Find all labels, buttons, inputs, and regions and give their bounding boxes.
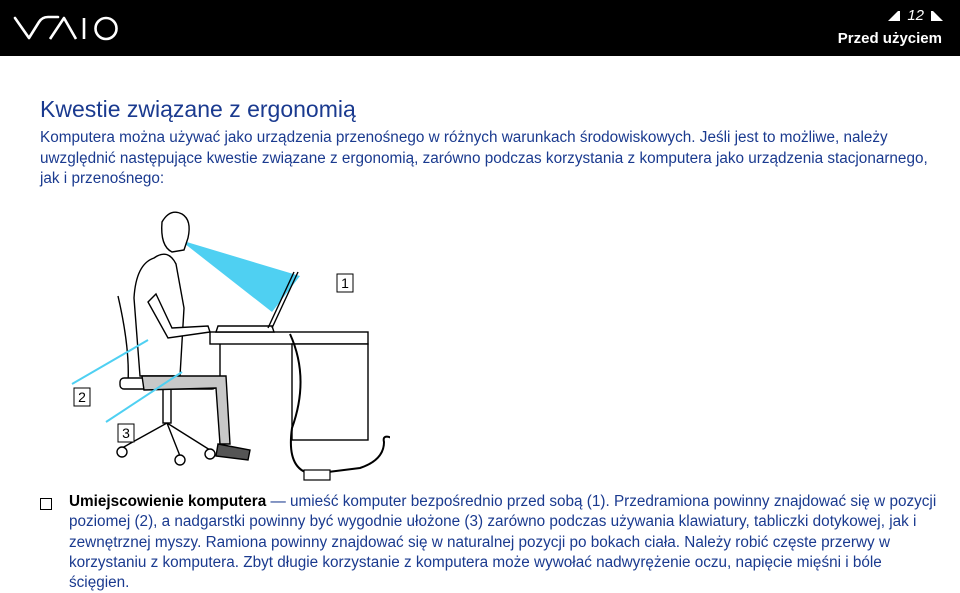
header-bar <box>0 0 960 56</box>
desk <box>210 332 368 448</box>
bullet-description: umieść komputer bezpośrednio przed sobą (1). Przedramiona powinny znajdować się w pozycji poziomej (2), a nadgarstki powinny być wygodnie ułożone (3) zarówno podczas używania klawiatury, tabliczki dotykowej, jak i zewnętrznej myszy. Ramiona powinny znajdować się w naturalnej pozycji po bokach ciała. Należy robić częste przerwy w korzystaniu z komputera. Zbyt długie korzystanie z komputera może wywołać nadwyrężenie oczu, napięcie mięśni i bóle ścięgien. <box>69 493 937 592</box>
callout-label-3 <box>118 424 134 442</box>
vaio-logo <box>12 12 122 44</box>
svg-text:3: 3 <box>122 425 130 441</box>
intro-paragraph: Komputera można używać jako urządzenia przenośnego w różnych warunkach środowiskowych. Jeśli jest to możliwe, należy uwzględnić następujące kwestie związane z ergonomią, zarówno podczas korzystania z komputera jako urządzenia stacjonarnego, jak i przenośnego: <box>40 129 928 187</box>
svg-text:2: 2 <box>78 389 86 405</box>
checkbox-icon <box>40 498 52 510</box>
bullet-dash: — <box>266 493 291 510</box>
callout-label-2 <box>74 388 90 406</box>
bullet-term: Umiejscowienie komputera <box>69 493 267 510</box>
callout-label-1 <box>337 274 353 292</box>
ergonomics-illustration <box>60 198 390 488</box>
page-number: 12 <box>907 7 924 24</box>
svg-text:1: 1 <box>341 275 349 291</box>
prev-page-arrow-icon[interactable] <box>885 10 901 22</box>
sight-beam <box>180 240 300 312</box>
bullet-item <box>40 492 940 593</box>
section-title: Przed użyciem <box>837 30 942 47</box>
page-navigation <box>885 7 946 24</box>
next-page-arrow-icon[interactable] <box>930 10 946 22</box>
bullet-text <box>69 492 940 593</box>
page-title: Kwestie związane z ergonomią <box>40 96 356 122</box>
